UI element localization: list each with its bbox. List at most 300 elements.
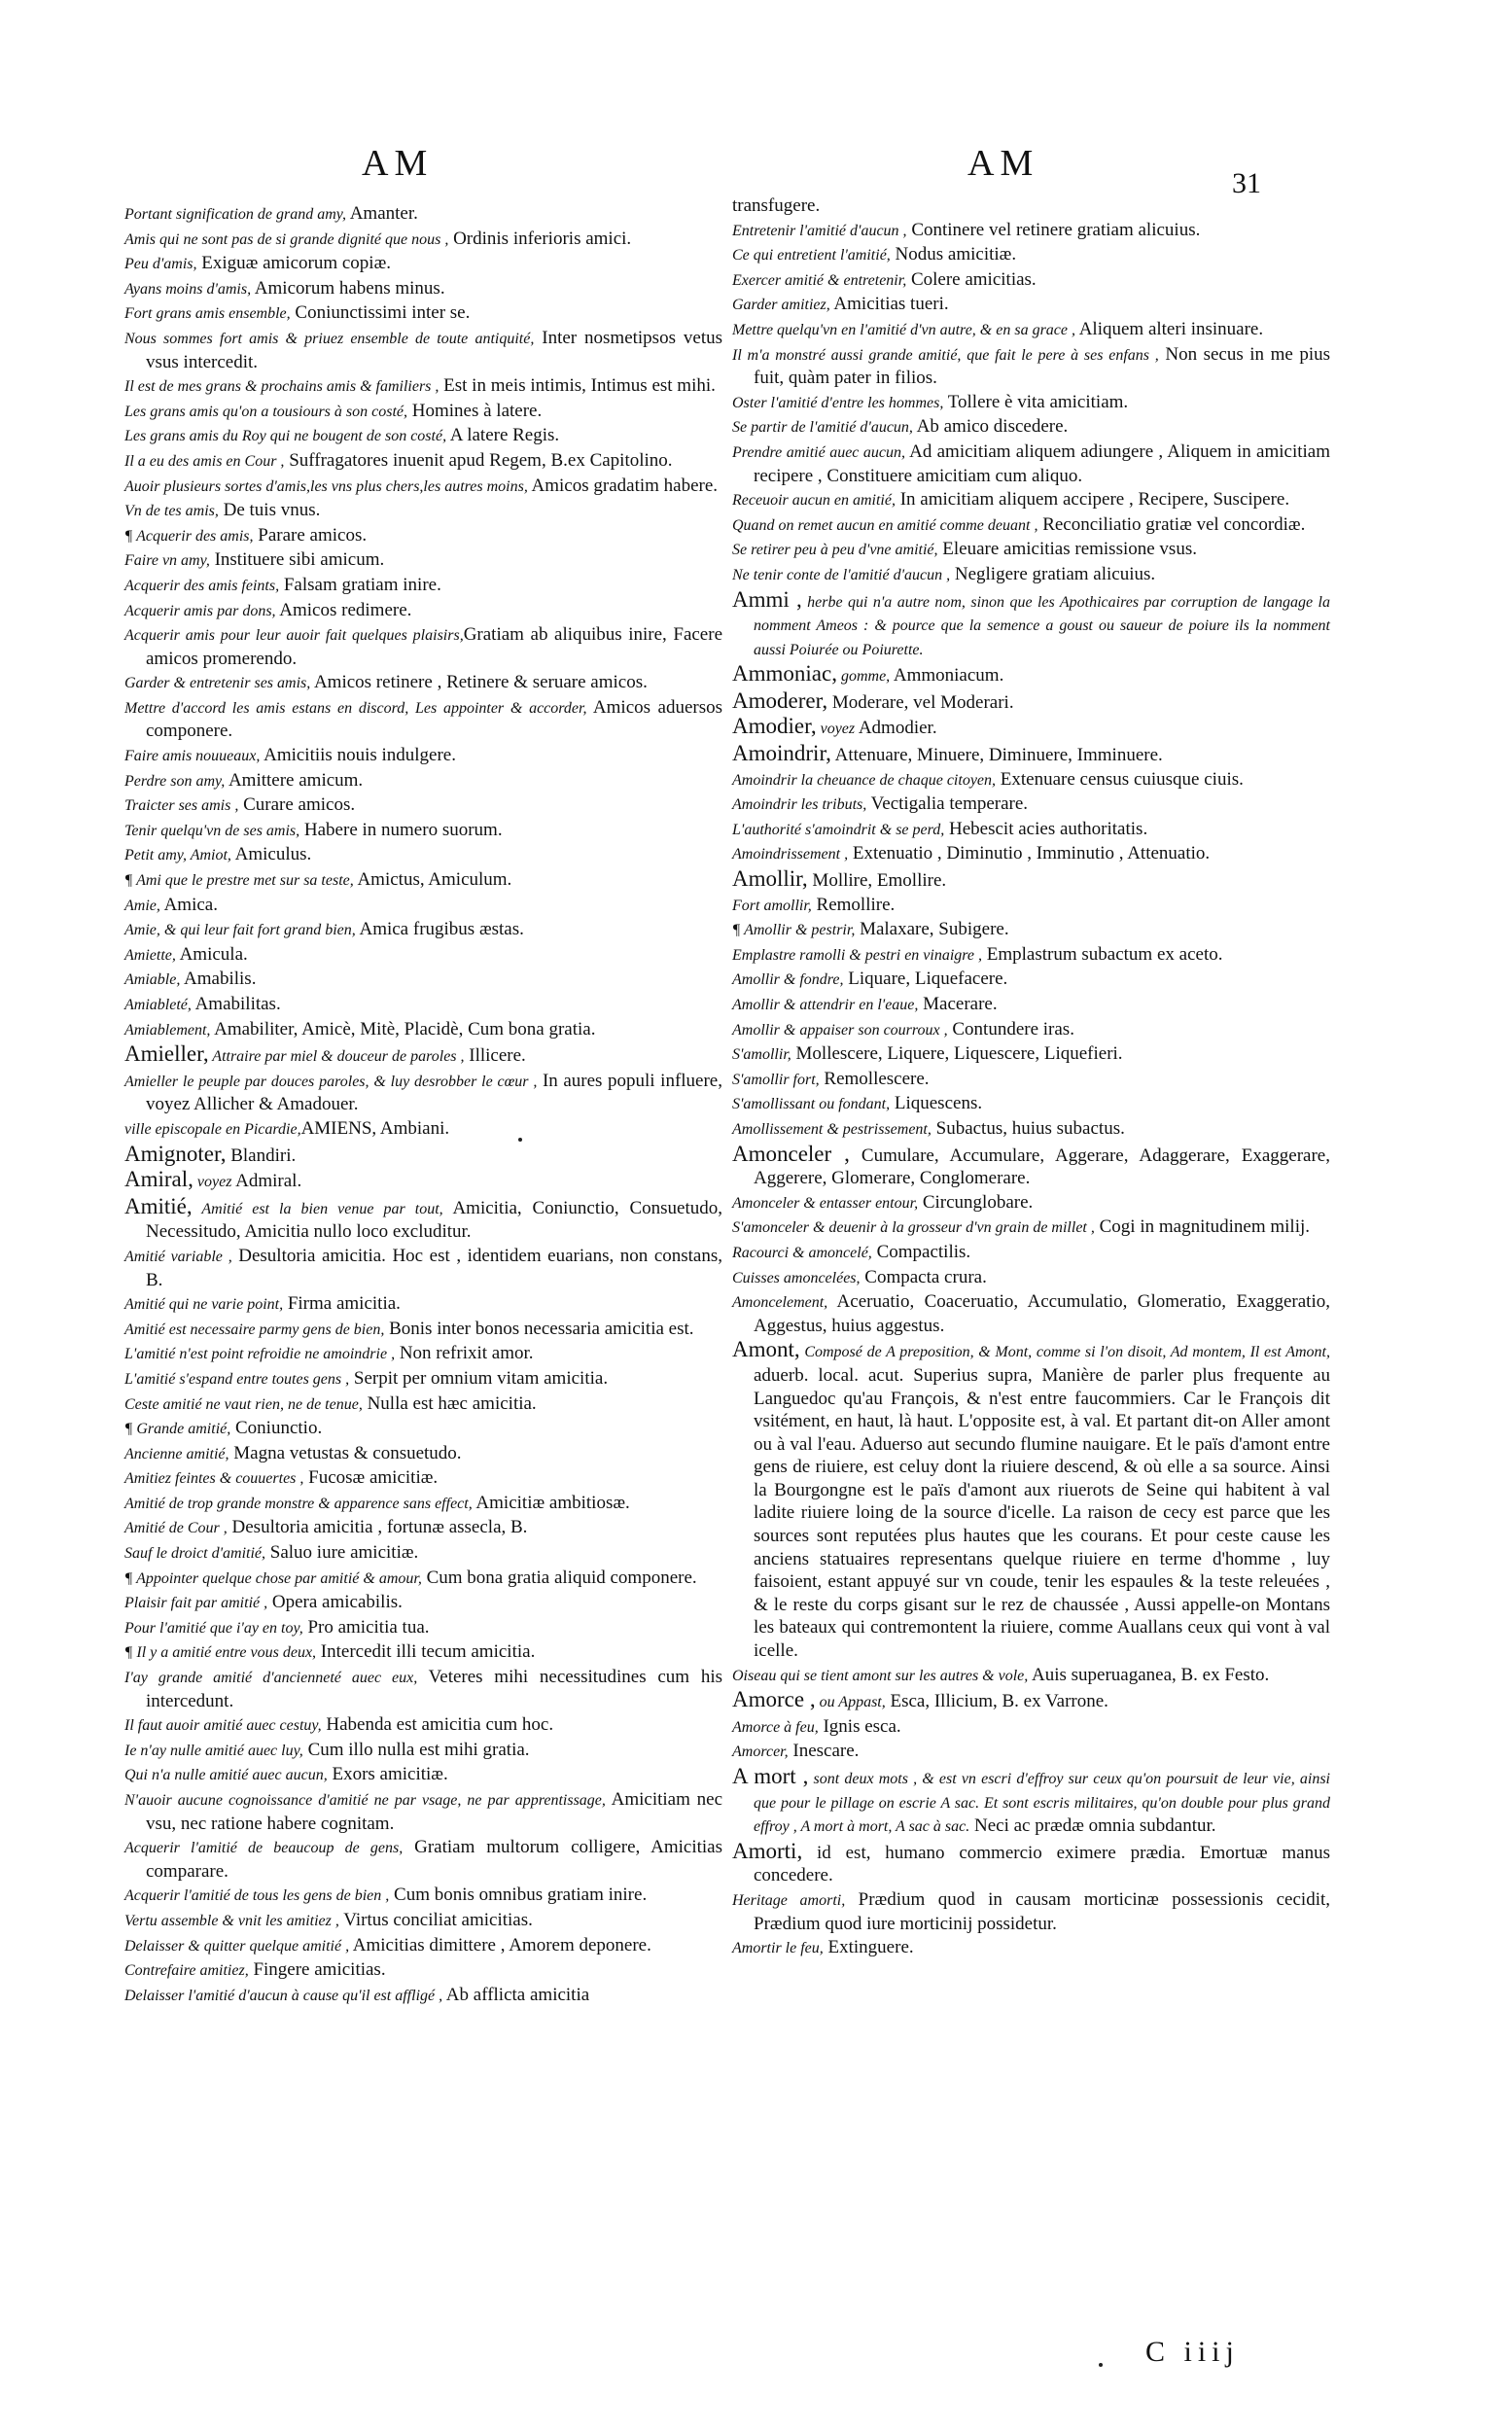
latin-gloss: Inter nosmetipsos vetus vsus intercedit. [146, 327, 722, 372]
french-phrase: gomme, [836, 668, 891, 686]
headword: Amignoter, [124, 1141, 227, 1166]
latin-gloss: Admodier. [855, 718, 937, 739]
dictionary-entry [124, 943, 722, 968]
latin-gloss: aduerb. local. acut. [754, 1364, 904, 1386]
french-phrase: Amie, [124, 897, 160, 914]
french-phrase: Acquerir l'amitié de tous les gens de bien , [124, 1887, 390, 1905]
latin-gloss: Macerare. [918, 994, 998, 1014]
latin-gloss: Liquare, Liquefacere. [843, 969, 1008, 990]
headword: Amodier, [732, 714, 817, 739]
latin-gloss: Esca, Illicium, B. ex Varrone. [885, 1691, 1108, 1712]
latin-gloss: Magna vetustas & consuetudo. [229, 1442, 462, 1463]
latin-gloss: Cogi in magnitudinem milij. [1094, 1216, 1311, 1238]
french-phrase: Amoindrissement , [732, 846, 849, 863]
french-phrase: Delaisser & quitter quelque amitié , [124, 1937, 350, 1955]
french-phrase: Delaisser l'amitié d'aucun à cause qu'il est affligé , [124, 1987, 443, 2004]
running-head-right: AM [967, 143, 1039, 184]
latin-gloss: Amicitias tueri. [829, 294, 949, 315]
french-phrase: Faire vn amy, [124, 552, 210, 570]
dictionary-entry [124, 1417, 722, 1441]
dictionary-entry [732, 1664, 1330, 1688]
latin-gloss: Contundere iras. [947, 1018, 1074, 1039]
latin-gloss: Amictus, Amiculum. [353, 869, 512, 891]
dictionary-entry [732, 1042, 1330, 1067]
dictionary-entry [732, 1117, 1330, 1142]
dictionary-entry [124, 1836, 722, 1883]
latin-gloss: Amicitia, Coniunctio, Consuetudo, Necessitudo, [146, 1197, 723, 1243]
dictionary-entry [732, 1338, 1330, 1662]
headword: Amont, [732, 1337, 800, 1362]
french-phrase: Peu d'amis, [124, 256, 197, 273]
french-phrase: ou Appast, [815, 1694, 886, 1711]
french-phrase: Prendre amitié auec aucun, [732, 443, 905, 461]
signature-mark: C iiij [1145, 2336, 1240, 2368]
latin-gloss: Remollescere. [819, 1068, 930, 1089]
dictionary-entry [124, 1567, 722, 1591]
dictionary-entry [124, 374, 722, 399]
french-phrase: Garder amitiez, [732, 297, 830, 314]
dictionary-entry [124, 1984, 722, 2008]
dictionary-entry [732, 1840, 1330, 1887]
latin-gloss: id est, humano commercio eximere prædia. Emortuæ manus concedere. [754, 1842, 1330, 1886]
french-phrase: S'amollir fort, [732, 1071, 820, 1088]
french-phrase: Receuoir aucun en amitié, [732, 492, 896, 510]
dictionary-entry [732, 588, 1330, 662]
latin-gloss: Bonis inter bonos necessaria amicitia est. [384, 1318, 694, 1339]
latin-gloss: Reconciliatio gratiæ vel concordiæ. [1037, 513, 1306, 535]
dictionary-entry [732, 440, 1330, 487]
dictionary-entry [124, 548, 722, 573]
french-phrase: herbe qui n'a autre nom, sinon que les Apothicaires par corruption de langage la nomment Ameos : & pource que la semence a goust ou saueur de poiure ils la nomment aussi Poiurée ou Poiurette. [754, 593, 1330, 658]
dictionary-entry [732, 538, 1330, 562]
latin-gloss: Amicitiam nec vsu, nec ratione habere cognitam. [146, 1789, 722, 1834]
french-phrase: Amitié de Cour , [124, 1520, 228, 1537]
french-phrase: Racourci & amoncelé, [732, 1244, 872, 1261]
dictionary-entry [124, 868, 722, 893]
latin-gloss: Virtus conciliat amicitias. [338, 1909, 533, 1930]
dictionary-entry [124, 574, 722, 598]
dictionary-entry [732, 194, 1330, 218]
dictionary-entry [124, 1318, 722, 1342]
dictionary-entry [124, 894, 722, 918]
french-phrase: Ie n'ay nulle amitié auec luy, [124, 1742, 303, 1759]
french-phrase: Ceste amitié ne vaut rien, ne de tenue, [124, 1395, 363, 1413]
latin-gloss: Aliquem alteri insinuare. [1075, 318, 1264, 339]
french-phrase: ¶ Appointer quelque chose par amitié & amour, [124, 1569, 422, 1587]
french-phrase: ¶ Acquerir des amis, [124, 527, 254, 545]
latin-gloss: Hebescit acies authoritatis. [944, 818, 1148, 839]
dictionary-entry [732, 689, 1330, 715]
latin-gloss: Ignis esca. [818, 1715, 901, 1737]
dictionary-entry [732, 343, 1330, 390]
latin-gloss: Admiral. [231, 1171, 302, 1192]
latin-gloss: Inescare. [788, 1741, 860, 1762]
french-phrase: Amitiez feintes & couuertes , [124, 1470, 304, 1488]
french-phrase: Amitié variable , [124, 1248, 232, 1265]
french-phrase: Attraire par miel & douceur de paroles , [208, 1048, 465, 1066]
french-phrase: Les grans amis qu'on a tousiours à son costé, [124, 403, 407, 420]
dictionary-entry [124, 277, 722, 301]
french-phrase: Acquerir des amis feints, [124, 577, 280, 594]
french-phrase: voyez [193, 1174, 232, 1191]
latin-gloss: Gratiam ab aliquibus inire, Facere amicos promerendo. [146, 624, 723, 669]
headword: Amoderer, [732, 687, 828, 713]
french-phrase: Sauf le droict d'amitié, [124, 1545, 266, 1563]
latin-gloss: Nodus amicitiæ. [890, 244, 1017, 265]
french-phrase: Ce qui entretient l'amitié, [732, 247, 891, 264]
dictionary-entry [124, 1591, 722, 1615]
latin-gloss: Suffragatores inuenit apud Regem, B.ex Capitolino. [284, 449, 673, 471]
latin-gloss: Parare amicos. [253, 524, 368, 546]
dictionary-entry [124, 1884, 722, 1908]
latin-gloss: Amica. [159, 894, 218, 915]
french-phrase: Amitié de trop grande monstre & apparence sans effect, [124, 1495, 473, 1512]
latin-gloss: Opera amicabilis. [267, 1592, 403, 1613]
french-phrase: Pour l'amitié que i'ay en toy, [124, 1619, 303, 1637]
latin-gloss: Curare amicos. [238, 794, 356, 816]
french-phrase: Ancienne amitié, [124, 1445, 229, 1462]
french-phrase: Oster l'amitié d'entre les hommes, [732, 394, 944, 411]
latin-gloss: Firma amicitia. [283, 1293, 401, 1315]
latin-gloss: Moderare, vel Moderari. [827, 691, 1014, 713]
dictionary-entry [124, 1616, 722, 1640]
french-phrase: Portant signification de grand amy, [124, 206, 346, 223]
french-phrase: N'auoir aucune cognoissance d'amitié ne par vsage, ne par apprentissage, [124, 1792, 606, 1809]
dictionary-entry [732, 243, 1330, 267]
french-phrase: Entretenir l'amitié d'aucun , [732, 222, 907, 239]
dictionary-entry [124, 252, 722, 276]
french-phrase: Amitié est la bien venue par tout, [192, 1200, 443, 1217]
dictionary-entry [732, 219, 1330, 243]
dictionary-entry [732, 742, 1330, 767]
latin-gloss: De tuis vnus. [218, 500, 321, 521]
latin-gloss: Cumulare, Accumulare, Aggerare, Adaggerare, Exaggerare, Aggerere, Glomerare, Conglomerare. [754, 1145, 1330, 1189]
dictionary-entry [124, 499, 722, 523]
french-phrase: Amollir & appaiser son courroux , [732, 1021, 948, 1039]
french-phrase: Les grans amis du Roy qui ne bougent de son costé, [124, 428, 447, 445]
french-phrase: sont deux mots , & est vn escri d'effroy sur ceux qu'on poursuit de leur vie, ainsi que pour le pillage on escrie A sac. Et sont escris militaires, qu'on double pour plus grand effroy , A mort à mort, A sac à sac. [754, 1771, 1330, 1836]
french-phrase: Amollir & attendrir en l'eaue, [732, 997, 919, 1013]
french-phrase: Acquerir l'amitié de beaucoup de gens, [124, 1840, 404, 1857]
latin-gloss: Colere amicitias. [906, 268, 1037, 290]
dictionary-entry [124, 1070, 722, 1116]
dictionary-entry [124, 1516, 722, 1540]
french-phrase: S'amollir, [732, 1046, 791, 1064]
headword: Amollir, [732, 866, 808, 892]
latin-gloss: Auis superuaganea, B. ex Festo. [1028, 1664, 1270, 1685]
french-phrase: Fort amollir, [732, 897, 812, 914]
dictionary-entry [124, 1442, 722, 1466]
latin-gloss: Amabilis. [180, 969, 257, 990]
latin-gloss: Falsam gratiam inire. [279, 574, 441, 595]
dictionary-entry [732, 1290, 1330, 1337]
latin-gloss: Ab afflicta amicitia [442, 1984, 590, 2005]
dictionary-entry [124, 1763, 722, 1787]
dictionary-entry [732, 894, 1330, 918]
headword: Amiral, [124, 1167, 193, 1192]
dictionary-entry [732, 513, 1330, 538]
french-phrase: S'amonceler & deuenir à la grosseur d'vn grain de millet , [732, 1219, 1095, 1237]
dictionary-entry [124, 696, 722, 743]
french-phrase: Perdre son amy, [124, 772, 226, 790]
french-phrase: Amonceler & entasser entour, [732, 1194, 919, 1212]
dictionary-entry [124, 843, 722, 867]
dictionary-entry [124, 1934, 722, 1958]
french-phrase: Traicter ses amis , [124, 797, 239, 815]
dictionary-entry [732, 1143, 1330, 1190]
latin-gloss: Non refrixit amor. [395, 1343, 534, 1364]
dictionary-entry [732, 1740, 1330, 1764]
dictionary-entry [732, 1888, 1330, 1935]
latin-gloss: Remollire. [811, 894, 896, 915]
french-phrase: ¶ Ami que le prestre met sur sa teste, [124, 872, 354, 890]
latin-gloss: Cum illo nulla est mihi gratia. [302, 1739, 530, 1760]
dictionary-entry [732, 1688, 1330, 1714]
dictionary-entry [124, 819, 722, 843]
french-phrase: Contrefaire amitiez, [124, 1962, 249, 1980]
french-phrase: Acquerir amis pour leur auoir fait quelques plaisirs, [124, 627, 464, 645]
latin-gloss: Amicula. [175, 943, 248, 965]
dictionary-entry [124, 1541, 722, 1566]
dictionary-entry [124, 918, 722, 942]
french-phrase: Amoindrir les tributs, [732, 796, 867, 814]
latin-gloss: Aceruatio, Coaceruatio, Accumulatio, Glomeratio, Exaggeratio, Aggestus, huius aggestus. [754, 1291, 1330, 1336]
dictionary-entry [732, 793, 1330, 817]
french-phrase: Amiette, [124, 946, 176, 964]
french-phrase: Amiablement, [124, 1021, 211, 1039]
dictionary-entry [124, 1640, 722, 1665]
dictionary-entry [732, 391, 1330, 415]
french-phrase: ville episcopale en Picardie, [124, 1120, 301, 1138]
latin-gloss: Subactus, huius subactus. [931, 1117, 1125, 1139]
latin-gloss: Desultoria amicitia. Hoc est , identidem euarians, non constans, B. [146, 1245, 723, 1290]
dictionary-entry [124, 1909, 722, 1933]
dictionary-entry [732, 1936, 1330, 1960]
french-phrase: Nous sommes fort amis & priuez ensemble de toute antiquité, [124, 330, 535, 347]
french-phrase: Quand on remet aucun en amitié comme deuant , [732, 516, 1038, 534]
french-phrase: Il faut auoir amitié auec cestuy, [124, 1717, 322, 1735]
latin-gloss: Ammoniacum. [890, 665, 1004, 687]
french-phrase: Ayans moins d'amis, [124, 280, 252, 298]
dictionary-entry [732, 842, 1330, 866]
latin-gloss: Mollire, Emollire. [807, 870, 947, 892]
latin-gloss: Est in meis intimis, Intimus est mihi. [439, 375, 716, 397]
french-phrase: ¶ Amollir & pestrir, [732, 922, 856, 939]
latin-gloss: Illicere. [464, 1045, 526, 1067]
latin-gloss: Emplastrum subactum ex aceto. [982, 943, 1223, 965]
latin-gloss: In amicitiam aliquem accipere , Recipere, Suscipere. [895, 489, 1290, 511]
dictionary-entry [732, 563, 1330, 587]
french-phrase: Vn de tes amis, [124, 503, 219, 520]
latin-gloss: Habere in numero suorum. [299, 819, 503, 840]
latin-gloss: Homines à latere. [407, 400, 543, 421]
latin-gloss: Circunglobare. [918, 1191, 1034, 1213]
french-phrase: L'amitié n'est point refroidie ne amoindrie , [124, 1346, 396, 1363]
dictionary-entry [124, 968, 722, 992]
dictionary-entry [732, 488, 1330, 512]
latin-gloss: Desultoria amicitia , fortunæ assecla, B. [227, 1517, 528, 1538]
latin-gloss: Compacta crura. [860, 1266, 987, 1287]
latin-gloss: Amicitia nullo loco excluditur. [240, 1221, 472, 1243]
french-phrase: Garder & entretenir ses amis, [124, 675, 311, 692]
dictionary-entry [124, 1143, 722, 1168]
latin-gloss: Amicos retinere , Retinere & seruare amicos. [310, 672, 648, 693]
latin-gloss: Extinguere. [823, 1937, 914, 1958]
latin-gloss: Extenuare census cuiusque ciuis. [996, 768, 1244, 790]
left-column [124, 202, 722, 2008]
dictionary-entry [732, 1216, 1330, 1240]
dictionary-entry [124, 1367, 722, 1392]
dictionary-entry [732, 1191, 1330, 1216]
dictionary-entry [124, 1492, 722, 1516]
latin-gloss: Amicos aduersos componere. [146, 696, 722, 742]
dictionary-entry [124, 475, 722, 499]
french-phrase: Qui n'a nulle amitié auec aucun, [124, 1767, 328, 1784]
french-phrase: L'amitié s'espand entre toutes gens , [124, 1370, 350, 1388]
french-phrase: Amiable, [124, 971, 181, 989]
dictionary-entry [732, 968, 1330, 992]
dictionary-entry [732, 1092, 1330, 1116]
dictionary-entry [124, 228, 722, 252]
dictionary-entry [124, 327, 722, 373]
latin-gloss: Amicos redimere. [275, 599, 412, 620]
french-phrase: Amorcer, [732, 1744, 789, 1761]
latin-gloss: Exiguæ amicorum copiæ. [196, 253, 392, 274]
latin-gloss: Serpit per omnium vitam amicitia. [349, 1367, 609, 1389]
dictionary-entry [732, 1018, 1330, 1042]
dictionary-entry [732, 662, 1330, 688]
dictionary-entry [124, 202, 722, 227]
latin-gloss: AMIENS, [300, 1117, 377, 1139]
dictionary-entry [732, 1765, 1330, 1839]
dictionary-entry [124, 524, 722, 548]
latin-gloss: Neci ac prædæ omnia subdantur. [969, 1815, 1216, 1837]
french-phrase: Emplastre ramolli & pestri en vinaigre , [732, 946, 983, 964]
dictionary-entry [124, 400, 722, 424]
french-phrase: Il est de mes grans & prochains amis & familiers , [124, 378, 440, 396]
dictionary-entry [732, 768, 1330, 793]
french-phrase: ¶ Grande amitié, [124, 1421, 231, 1438]
dictionary-entry [124, 1739, 722, 1763]
french-phrase: Il a eu des amis en Cour , [124, 452, 285, 470]
headword: Amitié, [124, 1193, 193, 1218]
ink-speck [1099, 2363, 1103, 2367]
dictionary-entry [124, 671, 722, 695]
latin-gloss: Pro amicitia tua. [302, 1616, 430, 1638]
french-phrase: Ne tenir conte de l'amitié d'aucun , [732, 566, 951, 583]
dictionary-entry [124, 1168, 722, 1194]
dictionary-entry [124, 1466, 722, 1491]
latin-gloss: Ordinis inferioris amici. [448, 228, 632, 249]
dictionary-entry [124, 1666, 722, 1712]
latin-gloss: Compactilis. [871, 1241, 971, 1262]
headword: Amieller, [124, 1041, 209, 1067]
french-phrase: Se partir de l'amitié d'aucun, [732, 419, 913, 437]
french-phrase: voyez [816, 721, 856, 738]
latin-gloss: Fingere amicitias. [248, 1959, 386, 1981]
running-head-left: AM [362, 143, 434, 184]
latin-gloss: Nulla est hæc amicitia. [362, 1392, 537, 1414]
french-phrase: Auoir plusieurs sortes d'amis,les vns plus chers,les autres moins, [124, 477, 528, 495]
french-phrase: Oiseau qui se tient amont sur les autres & vole, [732, 1667, 1029, 1684]
dictionary-entry [124, 599, 722, 623]
french-phrase: Amis qui ne sont pas de si grande dignité que nous , [124, 230, 449, 248]
french-phrase: Amie, & qui leur fait fort grand bien, [124, 922, 356, 939]
dictionary-entry [732, 818, 1330, 842]
dictionary-entry [732, 1241, 1330, 1265]
dictionary-entry [732, 1715, 1330, 1740]
right-column [732, 194, 1330, 1961]
latin-gloss: In aures populi influere, voyez Allicher & Amadouer. [146, 1070, 722, 1115]
dictionary-entry [124, 744, 722, 768]
french-phrase: Heritage amorti, [732, 1891, 846, 1909]
dictionary-entry [124, 623, 722, 670]
latin-gloss: Amicitias dimittere , Amorem deponere. [349, 1934, 651, 1955]
french-phrase: Amieller le peuple par douces paroles, & luy desrobber le cœur , [124, 1073, 538, 1090]
latin-gloss: Vectigalia temperare. [866, 793, 1029, 815]
latin-gloss: Habenda est amicitia cum hoc. [321, 1714, 554, 1736]
dictionary-entry [124, 769, 722, 793]
dictionary-entry [732, 1068, 1330, 1092]
latin-gloss: Amicorum habens minus. [251, 277, 445, 299]
french-phrase: Plaisir fait par amitié , [124, 1595, 268, 1612]
latin-gloss: Ab amico discedere. [912, 416, 1069, 438]
latin-gloss: Prædium quod in causam morticinæ possessionis cecidit, Prædium quod iure morticinij possidetur. [754, 1888, 1330, 1934]
dictionary-entry [124, 793, 722, 818]
dictionary-entry [732, 867, 1330, 893]
dictionary-entry [124, 993, 722, 1017]
latin-gloss: Instituere sibi amicum. [209, 549, 385, 571]
latin-gloss: transfugere. [732, 195, 821, 216]
dictionary-entry [124, 1042, 722, 1069]
french-phrase: Exercer amitié & entretenir, [732, 271, 907, 289]
latin-gloss: Amica frugibus æstas. [355, 919, 524, 940]
dictionary-entry [732, 918, 1330, 942]
latin-gloss: Extenuatio , Diminutio , Imminutio , Attenuatio. [848, 843, 1211, 864]
latin-gloss: Intercedit illi tecum amicitia. [316, 1641, 536, 1663]
dictionary-entry [732, 318, 1330, 342]
dictionary-entry [732, 268, 1330, 293]
dictionary-entry [124, 1117, 722, 1142]
latin-gloss: Amabilitas. [191, 994, 281, 1014]
latin-gloss: Cum bona gratia aliquid componere. [421, 1567, 697, 1588]
headword: Amorce , [732, 1687, 816, 1712]
latin-gloss: Saluo iure amicitiæ. [265, 1542, 419, 1564]
french-phrase: Fort grans amis ensemble, [124, 305, 291, 323]
headword: Ammi , [732, 586, 802, 612]
latin-gloss: A latere Regis. [446, 425, 560, 446]
dictionary-entry [124, 1392, 722, 1417]
latin-gloss: Amicitiis nouis indulgere. [260, 745, 456, 766]
latin-gloss: Attenuare, Minuere, Diminuere, Imminuere. [830, 745, 1163, 766]
headword: Amorti, [732, 1838, 803, 1863]
french-phrase: Cuisses amoncelées, [732, 1269, 861, 1286]
latin-gloss: Ambiani. [376, 1117, 450, 1139]
french-phrase: Acquerir amis par dons, [124, 602, 276, 619]
latin-gloss: Liquescens. [890, 1093, 983, 1114]
latin-gloss: Eleuare amicitias remissione vsus. [937, 539, 1197, 560]
headword: Ammoniac, [732, 661, 837, 687]
dictionary-entry [732, 993, 1330, 1017]
french-phrase: S'amollissant ou fondant, [732, 1096, 891, 1113]
latin-gloss: Blandiri. [226, 1145, 297, 1166]
latin-gloss: Superius supra, Manière de parler plus frequente au Languedoc qu'au François, & n'est entre faucommiers. Car le François dit vsitément, en haut, là haut. L'opposite est, à val. Et partant dit-on Aller amont ou à val l'eau. Aduerso aut secundo flumine nauigare. Et le païs d'amont entre gens de riuiere, est celuy dont la riuiere descend, & où elle a sa source. Ainsi la Bourgongne est le païs d'amont aux riuerots de Seine qui habitent à val ladite riuiere loing de la source d'icelle. La raison de cecy est parce que les sources sont reputées plus hautes que les courans. Et pour ceste cause les anciens statuaires representans quelque riuiere en terme d'homme , luy faisoient, estant appuyé sur vn coude, tenir les espaules & la teste releuées , & le reste du corps gisant sur le rez de chaussée , Aussi appelle-on Montans les bateaux qui contremontent la riuiere, comme Auallans ceux qui vont à val icelle. [754, 1364, 1330, 1662]
latin-gloss: Veteres mihi necessitudines cum his intercedunt. [146, 1667, 722, 1711]
french-phrase: Tenir quelqu'vn de ses amis, [124, 822, 300, 839]
french-phrase: Amoindrir la cheuance de chaque citoyen, [732, 771, 997, 789]
latin-gloss: Amicos gradatim habere. [527, 475, 719, 496]
latin-gloss: Amicitiæ ambitiosæ. [472, 1492, 630, 1513]
